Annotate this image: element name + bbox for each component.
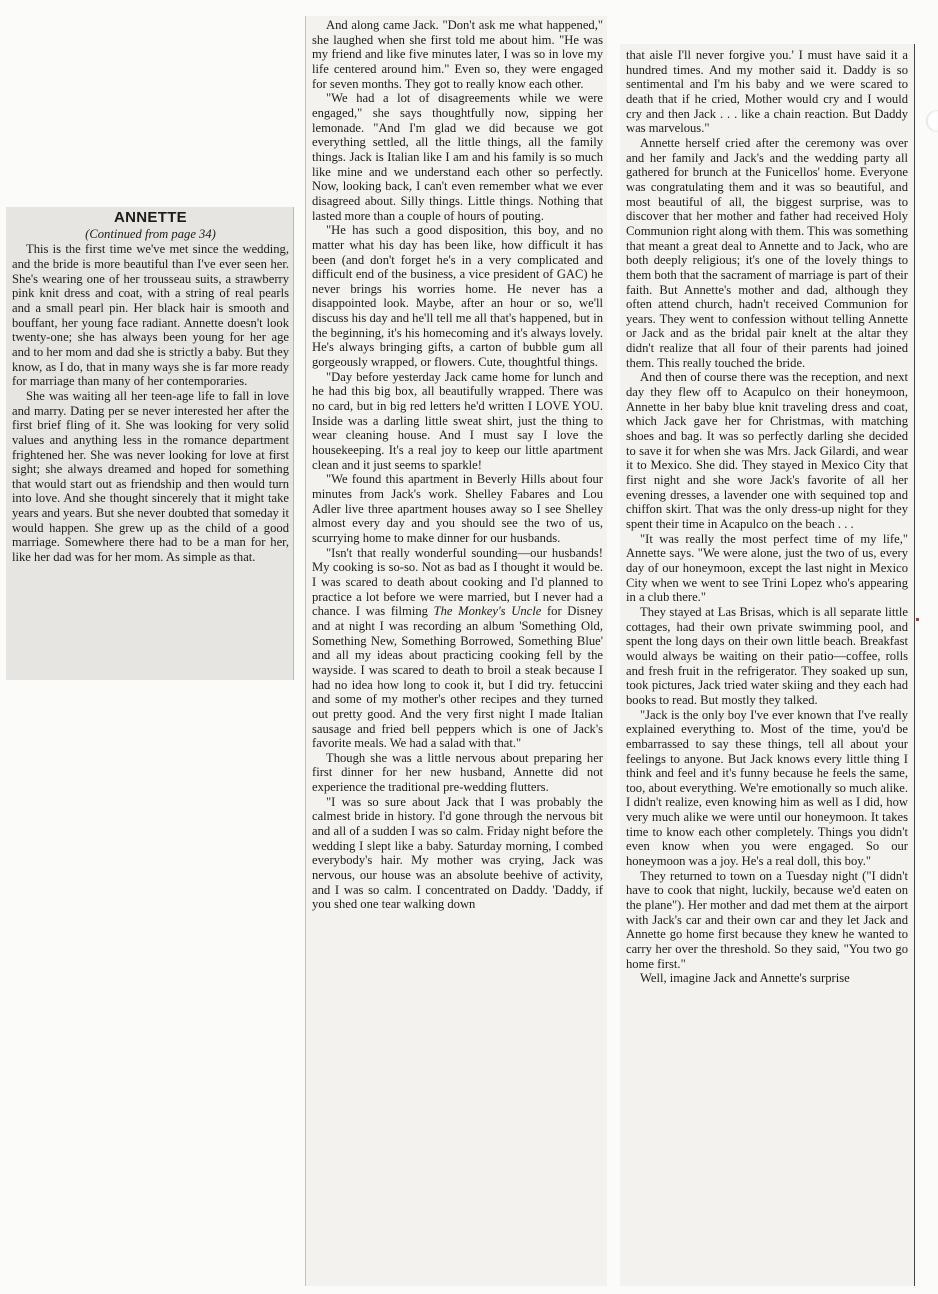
paragraph: "He has such a good disposition, this boy, and no matter what his day has been like, how difficult it has been (and don't forget he's in a very complicated and difficult end of the business, a vice president of GAC) he never brings his worries home. He never has a disappointed look. Maybe, after an hour or so, we'll discuss his day and he'll tell me all that's happened, but in the beginning, it's his homecoming and it's always lovely. He's always bringing gifts, a carton of bubble gum all gorgeously wrapped, or flowers. Cute, thoughtful things. [312,223,603,370]
paragraph: She was waiting all her teen-age life to fall in love and marry. Dating per se never interested her after the first brief fling of it. She was looking for very solid values and anything less in the romance department frightened her. She was never looking for love at first sight; she always dreamed and hoped for something that would start out as friendship and then would turn into love. And she thought sincerely that it might take years and years. But she never doubted that someday it would happen. She grew up as the child of a good marriage. Somewhere there had to be a man for her, like her dad was for her mom. As simple as that. [12,388,289,565]
right-column-clipping [620,44,915,1286]
paragraph: They returned to town on a Tuesday night ("I didn't have to cook that night, luckily, because we'd eaten on the plane"). Her mother and dad met them at the airport with Jack's car and their own car and they let Jack and Annette go home first because they knew he wanted to carry her over the threshold. So they said, "You two go home first." [626,868,908,971]
paragraph: "I was so sure about Jack that I was probably the calmest bride in history. I'd gone through the nervous bit and all of a sudden I was so calm. Friday night before the wedding I slept like a baby. Saturday morning, I combed everybody's hair. My mother was crying, Jack was nervous, our house was an absolute beehive of activity, and I was so calm. I concentrated on Daddy. 'Daddy, if you shed one tear walking down [312,794,603,912]
paragraph: They stayed at Las Brisas, which is all separate little cottages, had their own private swimming pool, and spent the long days on their own little beach. Breakfast would always be waiting on their patio—coffee, rolls and fresh fruit in the refrigerator. They soaked up sun, took pictures, Jack tried water skiing and they each had books to read. But mostly they talked. [626,604,908,707]
film-title: The Monkey's Uncle [433,604,542,619]
continued-column-clipping [6,207,294,680]
paragraph: And along came Jack. "Don't ask me what happened," she laughed when she first told me about him. "He was my friend and like five minutes later, I was so in love my life centered around him." Even so, they were engaged for seven months. They got to really know each other. [312,18,603,91]
paragraph: Though she was a little nervous about preparing her first dinner for her new husband, Annette did not experience the traditional pre-wedding flutters. [312,750,603,795]
paragraph: "We found this apartment in Beverly Hills about four minutes from Jack's work. Shelley Fabares and Lou Adler live three apartment houses away so I see Shelley almost every day and you should see the two of us, scurrying home to make dinner for our husbands. [312,472,603,545]
paragraph: "It was really the most perfect time of my life," Annette says. "We were alone, just the two of us, every day of our honeymoon, except the last night in Mexico City when we went to see Trini Lopez who's appearing in a club there." [626,531,908,605]
binder-hole [926,110,938,132]
paragraph [312,546,603,751]
ink-mark [916,618,919,621]
continued-from-note: (Continued from page 34) [85,226,216,241]
paragraph-text: for Disney and at night I was recording an album 'Something Old, Something New, Something Borrowed, Something Blue' and all my ideas about practicing cooking fell by the wayside. I was scared to death to broil a steak because I had no idea how long to cook it, but I did try. fetuccini and some of my mother's other recipes and they turned out pretty good. And the very first night I made Italian sausage and fried bell peppers which is one of Jack's favorite meals. We had a salad with that." [312,604,603,751]
paragraph: "We had a lot of disagreements while we were engaged," she says thoughtfully now, sipping her lemonade. "And I'm glad we did because we got everything settled, all the little things, all the family things. Jack is Italian like I am and his family is so much like mine and we understand each other so perfectly. Now, looking back, I can't even remember what we ever disagreed about. Silly things. Little things. Nothing that lasted more than a couple of hours of pouting. [312,91,603,223]
paragraph: This is the first time we've met since the wedding, and the bride is more beautiful than I've ever seen her. She's wearing one of her trousseau suits, a strawberry pink knit dress and coat, with a string of real pearls and a small pearl pin. Her black hair is smooth and bouffant, her young face radiant. Annette doesn't look twenty-one; she has always been young for her age and to her mom and dad she is strictly a baby. But they know, as I do, that in many ways she is far more ready for marriage than many of her contemporaries. [12,242,289,389]
article-headline: ANNETTE [114,209,187,226]
paragraph-text: "Isn't that really wonderful sounding—our husbands! My cooking is so-so. Not as bad as I thought it would be. I was scared to death about cooking and I'd planned to practice a lot before we were married, but I never had a chance. I was filming [312,545,603,619]
middle-column-clipping [305,16,607,1286]
paragraph: Well, imagine Jack and Annette's surprise [640,971,850,986]
paragraph: Annette herself cried after the ceremony was over and her family and Jack's and the wedding party all gathered for brunch at the Funicellos' home. Everyone was congratulating them and it was so beautiful, and most beautiful of all, the biggest surprise, was to discover that her mother and father had received Holy Communion right along with them. This was something that meant a great deal to Annette and to Jack, who are both deeply religious; it's one of the lovely things to them both that the sacrament of marriage is part of their faith. But Annette's mother and dad, although they often attend church, hadn't received Communion for years. They went to confession without telling Annette or Jack and as the bridal pair knelt at the altar they didn't realize that all four of their parents had joined them. This really touched the bride. [626,135,908,370]
paragraph: "Jack is the only boy I've ever known that I've really explained everything to. Most of the time, you'd be embarrassed to say these things, tell all about your feelings to anyone. But Jack knows every little thing I think and feel and it's funny because he feels the same, too, about everything. We're emotionally so much alike. I didn't realize, even knowing him as well as I did, how very much alike we were until our honeymoon. It takes time to know each other completely. Things you didn't even know when you were engaged. So our honeymoon was a joy. He's a real doll, this boy." [626,707,908,869]
paragraph: And then of course there was the reception, and next day they flew off to Acapulco on their honeymoon, Annette in her baby blue knit traveling dress and coat, which Jack gave her for Christmas, with matching shoes and bag. It was so perfectly darling she decided to save it for when she was Mrs. Jack Gilardi, and wear it to Mexico. She did. They stayed in Mexico City that first night and she wore Jack's favorite of all her evening dresses, a lavender one with sequined top and chiffon skirt. That was the only dress-up night for they spent their time in Acapulco on the beach . . . [626,370,908,531]
paragraph: "Day before yesterday Jack came home for lunch and he had this big box, all beautifully wrapped. There was no card, but in big red letters he'd written I LOVE YOU. Inside was a darling little sweat shirt, just the thing to wear cleaning house. And I must say I love the housekeeping. It's a real joy to keep our little apartment clean and it just seems to sparkle! [312,369,603,472]
paragraph: that aisle I'll never forgive you.' I must have said it a hundred times. And my mother said it. Daddy is so sentimental and I'm his baby and we were scared to death that if he cried, Mother would cry and I would cry and then Jack . . . like a chain reaction. But Daddy was marvelous." [626,48,908,136]
